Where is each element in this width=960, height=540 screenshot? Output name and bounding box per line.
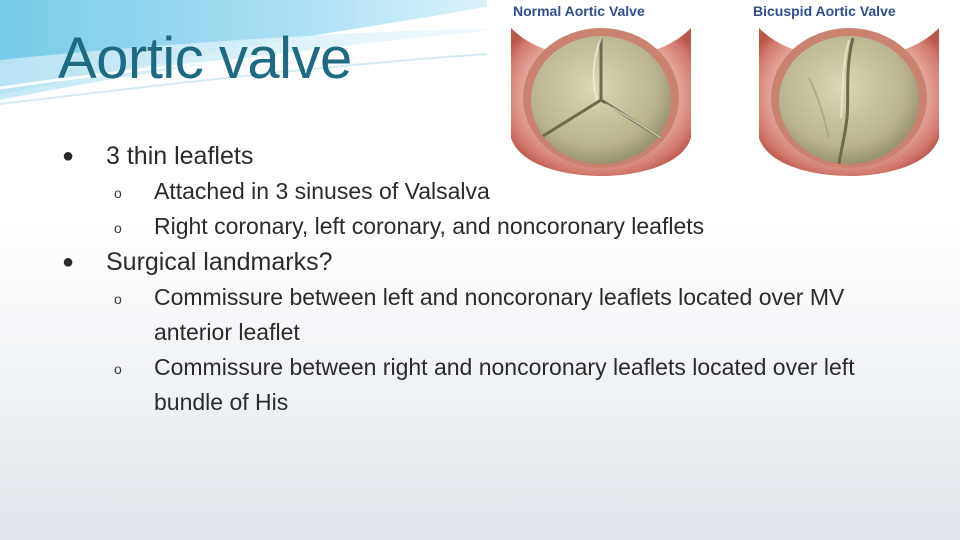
bullet-item — [60, 138, 920, 174]
bicuspid-valve-label: Bicuspid Aortic Valve — [753, 3, 896, 19]
sub-bullet-marker-icon: o — [114, 185, 122, 201]
bullet-marker-icon: ● — [62, 145, 75, 167]
sub-bullet-item — [60, 174, 920, 209]
bullet-text: 3 thin leaflets — [106, 142, 254, 170]
sub-bullet-marker-icon: o — [114, 291, 122, 307]
bullet-list — [60, 138, 920, 420]
sub-bullet-text: Commissure between right and noncoronary leaflets located over left bundle of His — [154, 354, 855, 415]
bullet-item — [60, 244, 920, 280]
sub-bullet-item — [60, 209, 920, 244]
sub-bullet-item — [60, 280, 920, 350]
sub-bullet-marker-icon: o — [114, 361, 122, 377]
slide-title: Aortic valve — [58, 26, 352, 91]
bullet-text: Surgical landmarks? — [106, 248, 333, 276]
sub-bullet-item — [60, 350, 920, 420]
bullet-marker-icon: ● — [62, 251, 75, 273]
sub-bullet-marker-icon: o — [114, 220, 122, 236]
sub-bullet-text: Attached in 3 sinuses of Valsalva — [154, 178, 490, 204]
sub-bullet-text: Right coronary, left coronary, and noncoronary leaflets — [154, 213, 705, 239]
sub-bullet-text: Commissure between left and noncoronary leaflets located over MV anterior leaflet — [154, 284, 845, 345]
normal-valve-label: Normal Aortic Valve — [513, 3, 645, 19]
